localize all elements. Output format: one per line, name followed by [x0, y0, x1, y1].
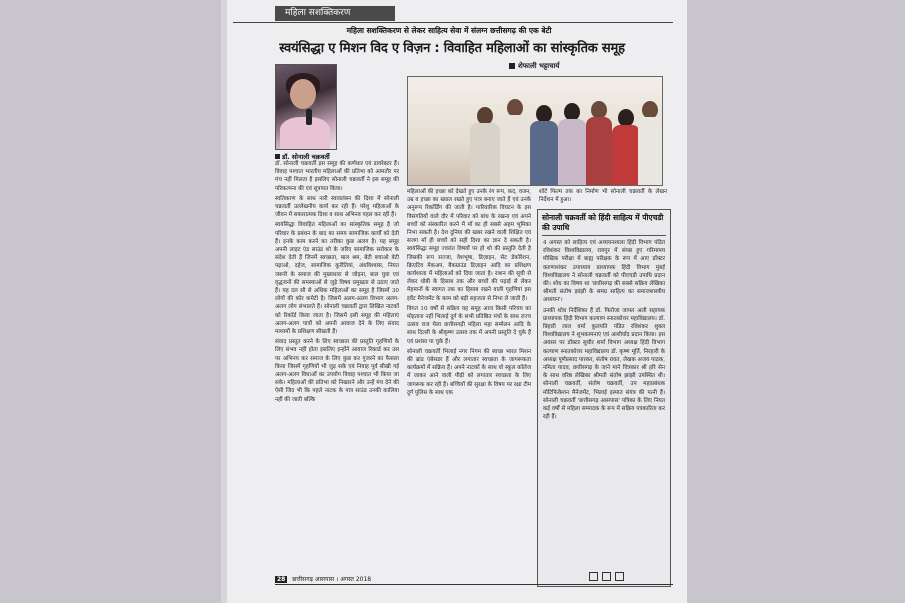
column-1-paragraph: स्वयंसिद्धा विवाहित महिलाओं का सांस्कृतिक समूह है जो परिवार के प्रबंधन के बाद का समय सामाजिक कार्यों को देती हैं। इनके काम करने का तरीका कुछ अलग है। यह समूह अपनी लाइट एंड साउंड शो के जरिए सामाजिक सरोकार के संदेश देती हैं जिनमें स्वच्छता, बाल श्रम, बेटी बचाओ बेटी पढ़ाओ, दहेज, सामाजिक कुरीतियां, अंधविश्वास, नियत जरूरी के समाज की मुख्यधारा से जोड़ना, बाल युवा एवं वृद्धजनों की समस्याओं से जुड़े विषय प्रमुखता से उठाए जाते हैं। यह दल सौ से अधिक महिलाओं का समूह है जिसमें 30 लोगों की कोर कमेटी है। जिसमें अलग-अलग विभाग अलग-अलग लोग संभालते हैं। सोनाली चक्रवर्ती द्वारा लिखित नाटकों को रिकॉर्ड किया जाता है। जिसमें इसी समूह की महिलाएं अलग-अलग पात्रों को अपनी आवाज देने के लिए संवाद माध्यमों के प्रशिक्षण सीखती हैं। — [275, 222, 399, 336]
column-2 — [407, 188, 531, 572]
phd-sidebar-box — [537, 209, 671, 587]
newspaper-page — [221, 0, 687, 603]
column-1 — [275, 160, 399, 568]
column-1-paragraph: स्वतिकरण के साथ नारी स्वावलंबन की दिशा में सोनाली चक्रवर्ती उल्लेखनीय कार्य कर रही हैं। परेशु महिलाओं के जीवन में सकारात्मक दिशा व साथ अभिनव पहल कर रही हैं। — [275, 195, 399, 219]
end-marks — [589, 566, 628, 585]
box-body — [538, 236, 670, 565]
kicker: महिला सशक्तिकरण से लेकर साहित्य सेवा में संलग्न छत्तीसगढ़ की एक बेटी — [346, 26, 552, 35]
page-number: 28 — [277, 576, 286, 583]
box-paragraph: 4 अगस्त को साहित्य एवं अध्ययनशाला हिंदी विभाग पंडित रविशंकर विश्वविद्यालय, रायपुर में संपन्न हुए गरिमामय मौखिक परीक्षा में बाह्य परीक्षक के रूप में आए डॉक्टर करुणाशंकर उपाध्याय प्राध्यापक हिंदी विभाग मुंबई विश्वविद्यालय ने सोनाली चक्रवर्ती को पीएचडी उपाधि प्रदान की। शोध का विषय था 'छत्तीसगढ़ की सबसे सक्रिय लेखिका श्रीमती संतोष झांझी के समग्र साहित्य का समाजशास्त्रीय अध्ययन'। — [543, 240, 665, 304]
column-2-paragraph: विगत 10 वर्षों से सक्रिय यह समूह आज किसी परिचय का मोहताज नहीं भिलाई दुर्ग के सभी प्रतिष्ठित मंचों के साथ राज्य उत्सव राज मेला छत्तीसगढ़ी महिला महा सम्मेलन आदि के साथ दिल्ली के श्रीकृष्ण उत्सव तक में अपनी प्रस्तुति दे चुके हैं एवं प्रशंसा पा चुके हैं। — [407, 305, 531, 345]
microphone-icon — [306, 109, 312, 125]
column-1-paragraph: डॉ. सोनाली चक्रवर्ती इस समूह की कर्णधार एवं डायरेक्टर हैं। विवाह पश्चात भारतीय महिलाओं की प्रतिभा को आमतौर पर मंच नहीं मिलता है इसलिए सोनाली चक्रवर्ती ने इस समूह की परिकल्पना की एवं सूत्रपात किया। — [275, 161, 399, 192]
column-2-paragraph: सोनाली चक्रवर्ती भिलाई नगर निगम की स्वच्छ भारत मिशन की ब्रांड एंबेसडर हैं और लगातार स्वच्छता के जागरूकता कार्यक्रमों में सक्रिय हैं। अपने नाटकों के साथ वो स्कूल कॉलेज में जाकर आने वाली पीढ़ी को लगातार स्वच्छता के लिए जागरूक कर रही हैं। बच्चियों की सुरक्षा के विषय पर रक्षा टीम दुर्ग पुलिस के साथ एक — [407, 348, 531, 396]
portrait-caption: डॉ. सोनाली चक्रवर्ती — [275, 152, 339, 161]
section-tag: महिला सशक्तिकरण — [275, 6, 395, 21]
box-heading: सोनाली चक्रवर्ती को हिंदी साहित्य में पीएचडी की उपाधि — [542, 213, 664, 232]
byline: शेफाली भट्टाचार्य — [509, 62, 559, 71]
portrait-photo — [275, 64, 337, 150]
page-edge — [221, 0, 227, 603]
page-footer — [275, 575, 371, 583]
footer-rule — [275, 584, 673, 585]
box-paragraph: उनकी शोध निर्देशिका हैं डॉ. फिरोजा जाफर अली सहायक प्राध्यापक हिंदी विभाग कल्याण स्नातकोत्तर महाविद्यालय। डॉ. बिहारी लाल वर्मा कुलपति पंडित रविशंकर शुक्ल विश्वविद्यालय ने शुभकामनाएं एवं आशीर्वाद प्रदान किया। इस अवसर पर डॉक्टर सुधीर शर्मा विभाग अध्यक्ष हिंदी विभाग कल्याण स्नातकोत्तर महाविद्यालय डॉ. कृष्ण मूर्ति, निरहारी के अध्यक्ष पूर्णप्रसाद पारकर, संतोष रावत, लेखक अजय पाठक, नमिता यादव, छत्तीसगढ़ के जाने माने चित्रकार श्री हरि सेन के साथ वरिष्ठ लेखिका श्रीमती संतोष झांझी उपस्थित थी। सोनाली चक्रवर्ती, संतोष चक्रवर्ती, उप महाप्रबंधक मोटिफिकेशन मैनेजमेंट, भिलाई इस्पात संयंत्र की पत्नी हैं। सोनाली चक्रवर्ती 'छत्तीसगढ़ आसपास' पत्रिका के लिए नियत कई वर्षों से महिला सम्पादक के रूप में सक्रिय पत्रकारिता कर रही हैं। — [543, 307, 665, 421]
footer-text: छत्तीसगढ़ आसपास । अगस्त 2018 — [292, 576, 372, 583]
column-3-top — [539, 188, 667, 206]
column-3-text: शॉर्ट फिल्म तक का निर्माण भी सोनाली चक्रवर्ती के लेखन निर्देशन में हुआ। — [539, 189, 667, 204]
headline: स्वयंसिद्धा ए मिशन विद ए विज़न : विवाहित महिलाओं का सांस्कृतिक समूह — [279, 41, 625, 56]
column-1-paragraph: संवाद प्रस्तुत करने के लिए स्वच्छता की प्रस्तुति गृहणियों के लिए संभव नहीं होता इसलिए इन्होंने आवाज रिकार्ड कर उस पर अभिनय कर समाज के लिए कुछ कर गुजरने का फैसला किया जिसमें गृहणियों भी जुड़ सके एवं निवाह पूर्व सीखी गई अलग-अलग विधाओं का उपयोग विवाह पश्चात भी किया जा सके। महिलाओं की प्रतिभा को निखारने और उन्हें मंच देने की ऐसी जिद भी कि पहले नाटक के पात्र साउंड उनकी कालिया नहीं की जाती बल्कि — [275, 339, 399, 403]
column-2-paragraph: महिलाओं की इच्छा को देखते हुए उनके रंग रूप, कद, वजन, उम्र व इच्छा का ख्याल रखते हुए पात्र बनाए जाते हैं एवं उनके अनुरूप रिकॉर्डिंग की जाती है। पारिवारिक विघटन के इस विसंगतियों वाले दौर में परिवार को बांध के रखना एवं अपने बच्चों को संस्कारित करने में माँ का ही सबसे अहम भूमिका निभा सकती है। देश दुनिया की खबर रखने वाली शिक्षित एवं सजग माँ ही बच्चों को सही दिशा का ज्ञान दे सकती है। स्वयंसिद्धा समूह ज्वलंत विषयों पर हो शो की प्रस्तुति देती है जिसकी रूप सज्जा, वेशभूषा, डिज़ाइन, सेट डेकोरेशन, क्रिएटिव मेकअप, बैकग्राउंड डिज़ाइन आदि का प्रशिक्षण कार्यशाला में महिलाओं को दिया जाता है। राशन की सूची से लेकर धोबी के हिसाब तक और बच्चों की पढ़ाई से लेकर मेहमानों के स्वागत तक का हिसाब रखने वाली गृहणियां इस इवेंट मैनेजमेंट के काम को बड़ी सहजता से निभा ले जाती हैं। — [407, 189, 531, 302]
top-rule — [233, 22, 673, 23]
group-photo — [407, 76, 663, 186]
